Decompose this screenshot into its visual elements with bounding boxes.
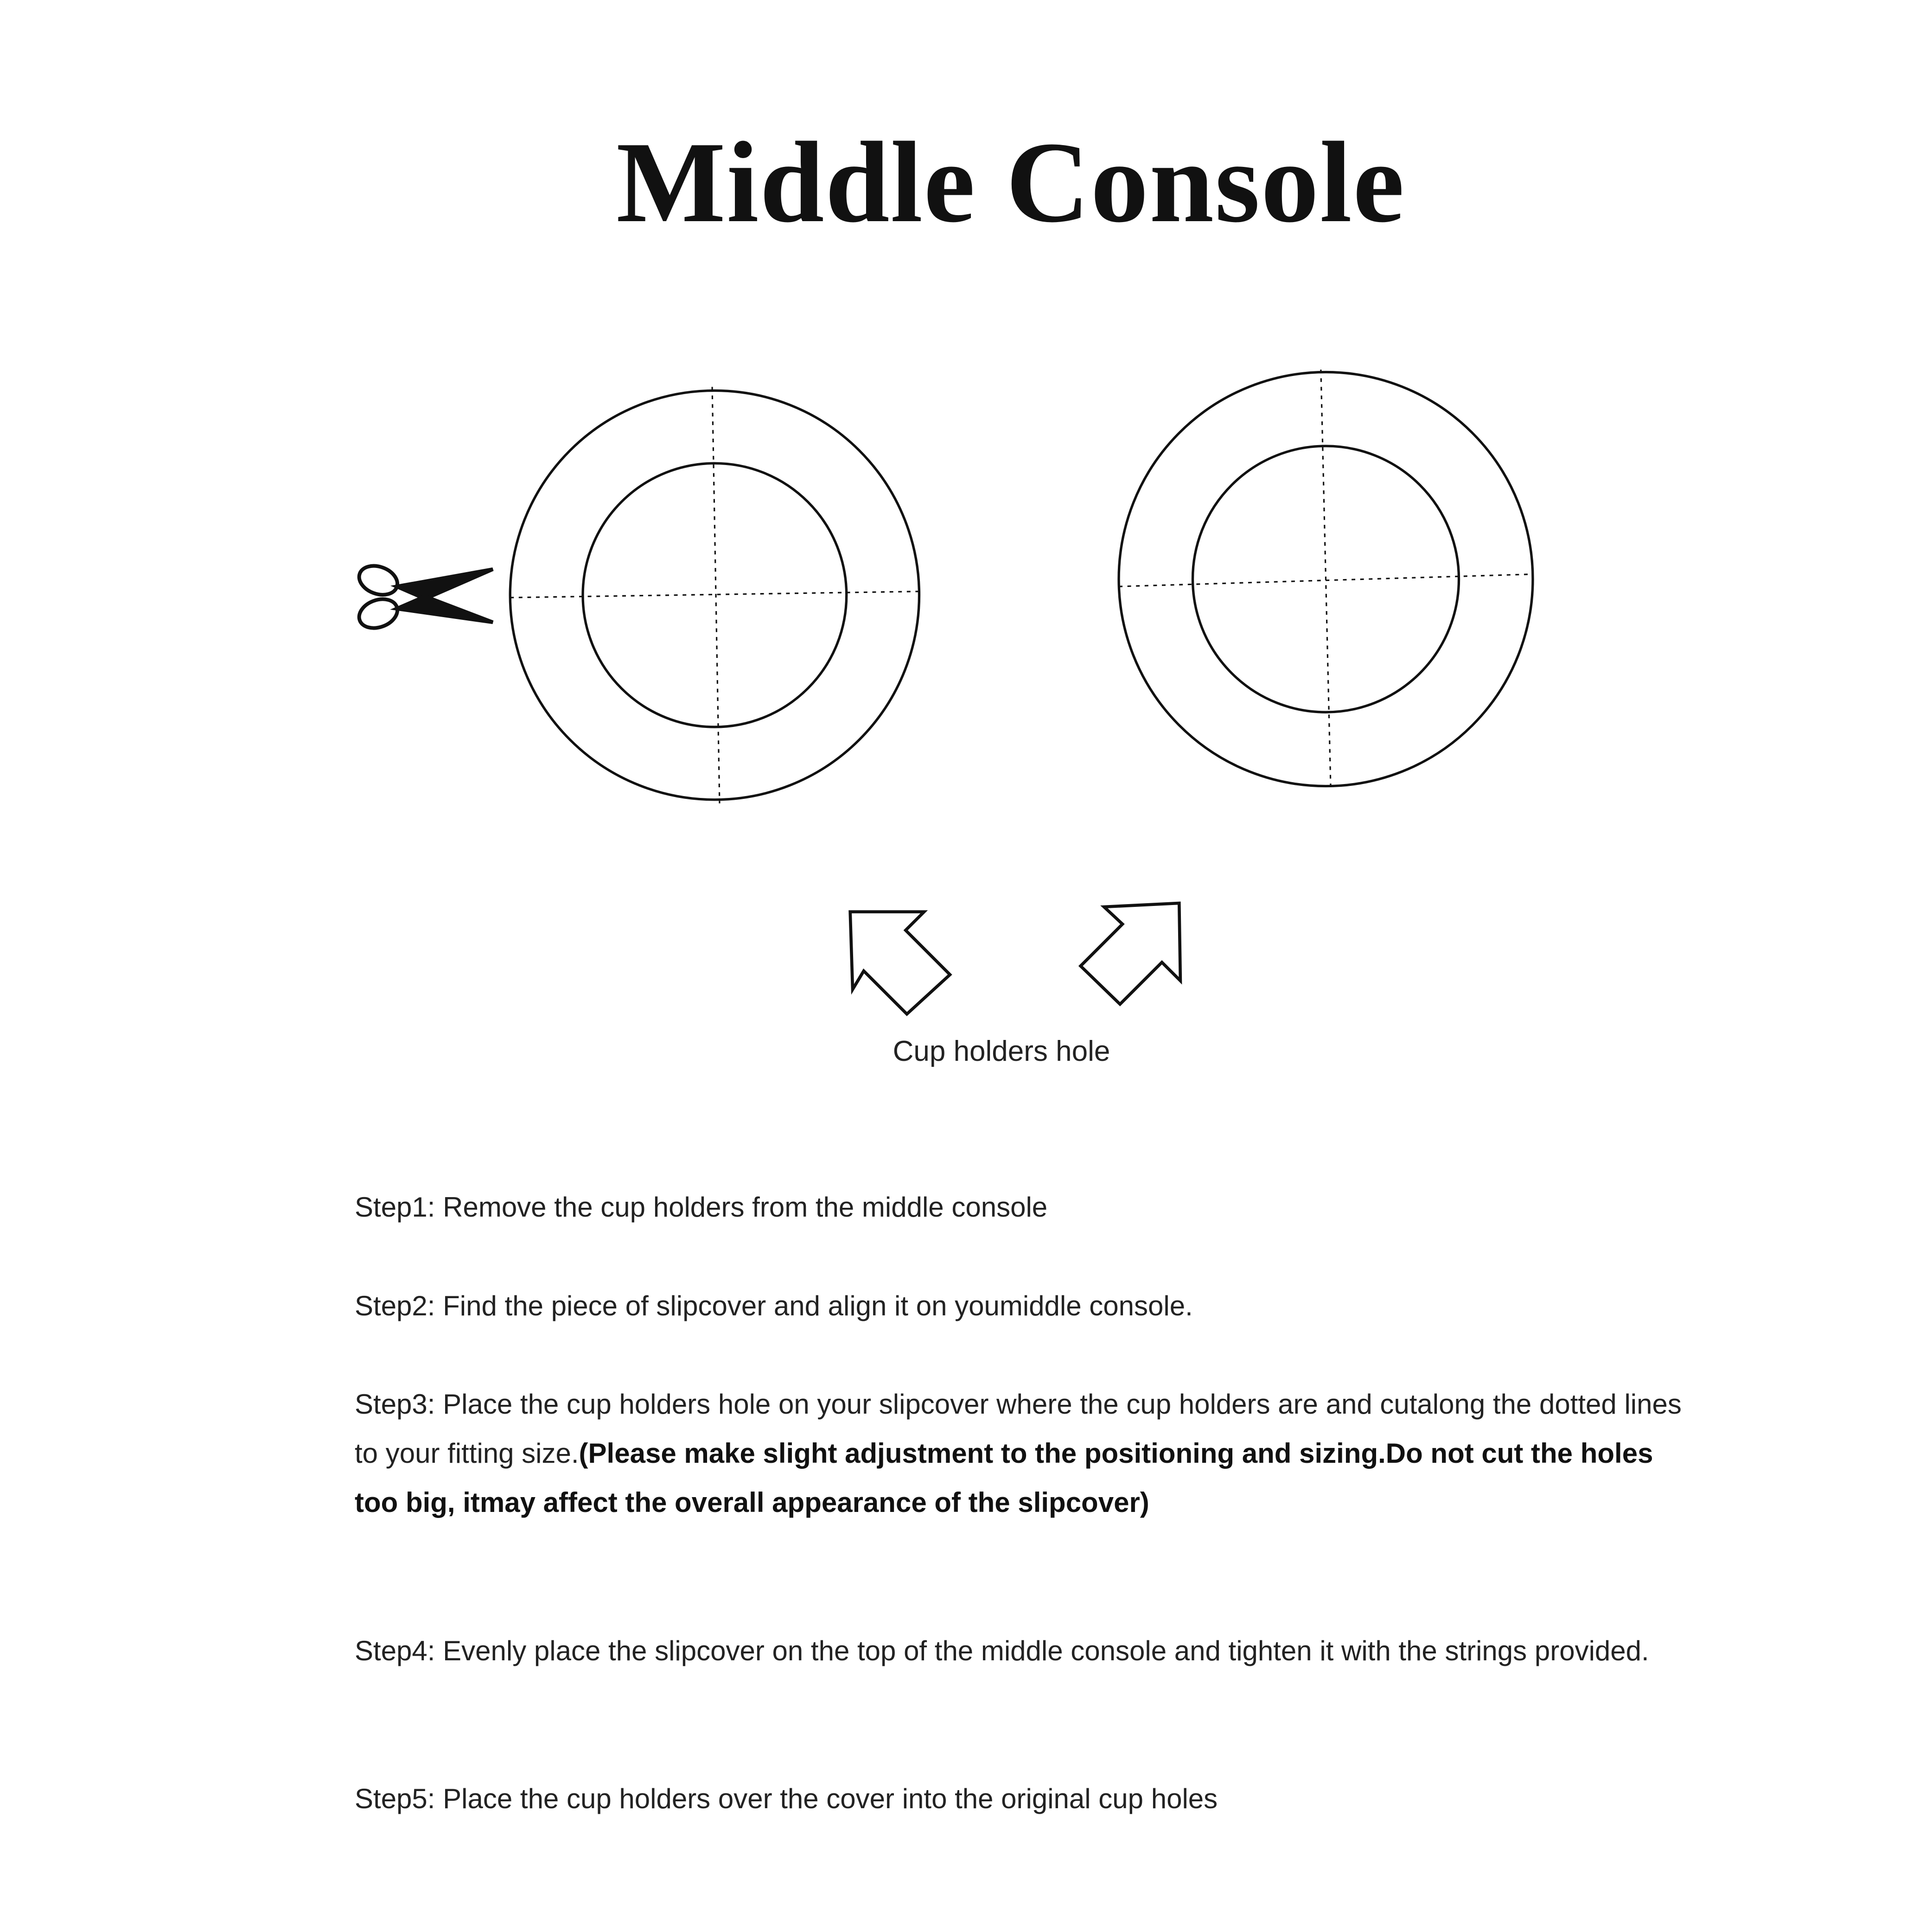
step-1: Step1: Remove the cup holders from the middle console — [355, 1192, 1048, 1223]
arrow-up-right-icon — [1081, 903, 1180, 1004]
step-3 — [355, 1380, 1699, 1527]
cup-holders-hole-caption: Cup holders hole — [893, 1035, 1110, 1067]
left-cup-ring — [510, 387, 919, 803]
step-3-warning: (Please make slight adjustment to the positioning and sizing.Do not cut the holes too big, itmay affect the overall appearance of the slipcover) — [355, 1438, 1653, 1518]
right-cup-ring — [1119, 370, 1533, 789]
step-5: Step5: Place the cup holders over the cover into the original cup holes — [355, 1783, 1218, 1814]
step-4: Step4: Evenly place the slipcover on the top of the middle console and tighten it with the strings provided. — [355, 1635, 1649, 1666]
arrow-up-left-icon — [850, 912, 950, 1014]
step-3-text: Step3: Place the cup holders hole on your slipcover where the cup holders are and cutalong the dotted lines to your fitting size. — [355, 1389, 1682, 1469]
scissors-icon — [355, 561, 493, 633]
step-2: Step2: Find the piece of slipcover and align it on youmiddle console. — [355, 1290, 1193, 1321]
page-title: Middle Console — [616, 118, 1405, 247]
